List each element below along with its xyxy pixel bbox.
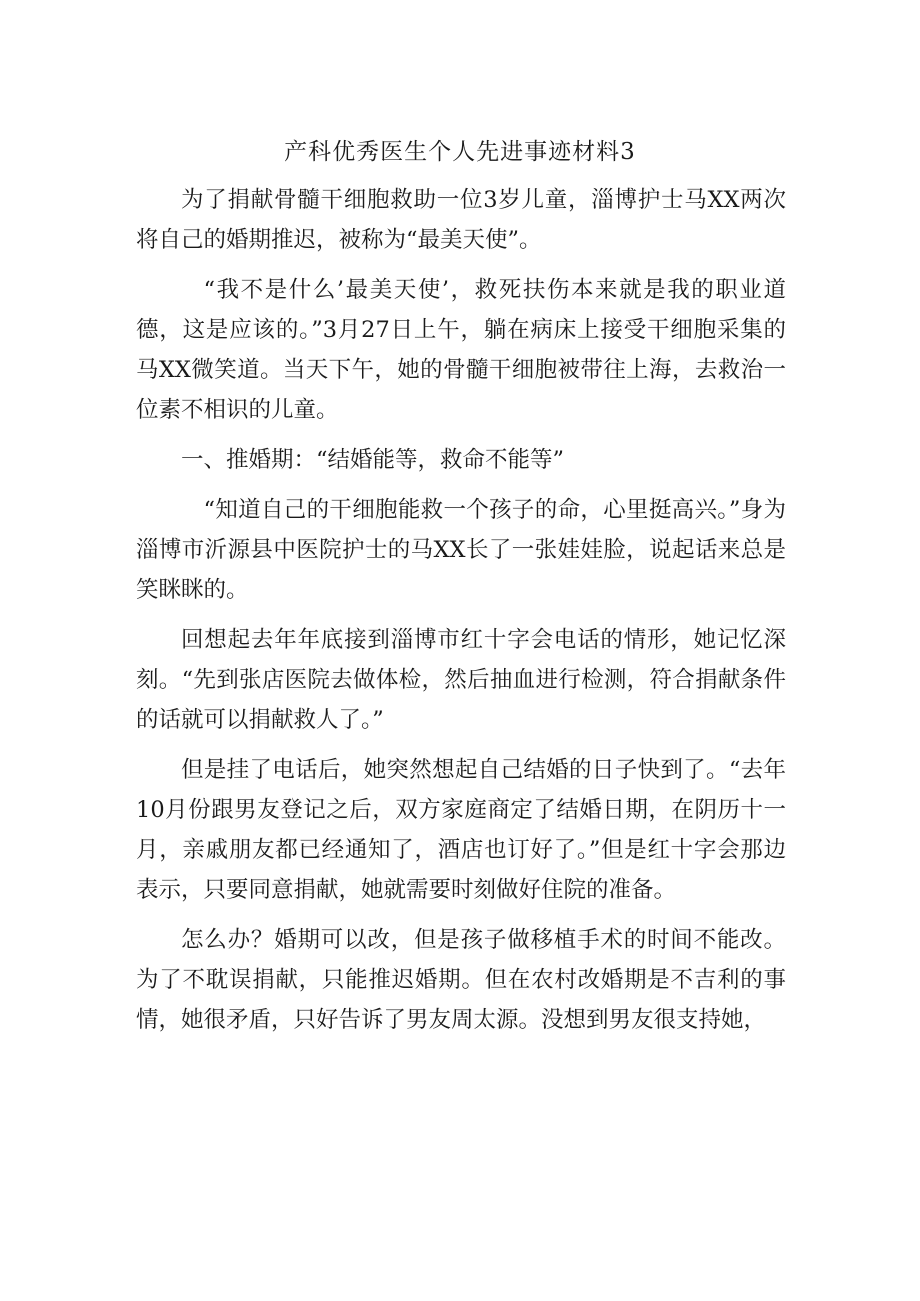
document-body: [136, 180, 786, 1040]
paragraph-intro: 为了捐献骨髓干细胞救助一位3岁儿童，淄博护士马XX两次将自己的婚期推迟，被称为“最美天使”。: [136, 187, 786, 253]
paragraph-decision: 怎么办？婚期可以改，但是孩子做移植手术的时间不能改。为了不耽误捐献，只能推迟婚期。但在农村改婚期是不吉利的事情，她很矛盾，只好告诉了男友周太源。没想到男友很支持她，: [136, 927, 786, 1033]
paragraph-stemcell: “知道自己的干细胞能救一个孩子的命，心里挺高兴。”身为淄博市沂源县中医院护士的马XX长了一张娃娃脸，说起话来总是笑眯眯的。: [136, 497, 786, 603]
section-heading: 一、推婚期：“结婚能等，救命不能等”: [181, 447, 565, 473]
paragraph-wedding: 但是挂了电话后，她突然想起自己结婚的日子快到了。“去年10月份跟男友登记之后，双方家庭商定了结婚日期，在阴历十一月，亲戚朋友都已经通知了，酒店也订好了。”但是红十字会那边表示，只要同意捐献，她就需要时刻做好住院的准备。: [136, 757, 786, 903]
paragraph-recall: 回想起去年年底接到淄博市红十字会电话的情形，她记忆深刻。“先到张店医院去做体检，然后抽血进行检测，符合捐献条件的话就可以捐献救人了。”: [136, 627, 786, 733]
paragraph-quote: “我不是什么’最美天使’，救死扶伤本来就是我的职业道德，这是应该的。”3月27日上午，躺在病床上接受干细胞采集的马XX微笑道。当天下午，她的骨髓干细胞被带往上海，去救治一位素不相识的儿童。: [136, 277, 786, 423]
document-title: 产科优秀医生个人先进事迹材料3: [284, 139, 636, 165]
